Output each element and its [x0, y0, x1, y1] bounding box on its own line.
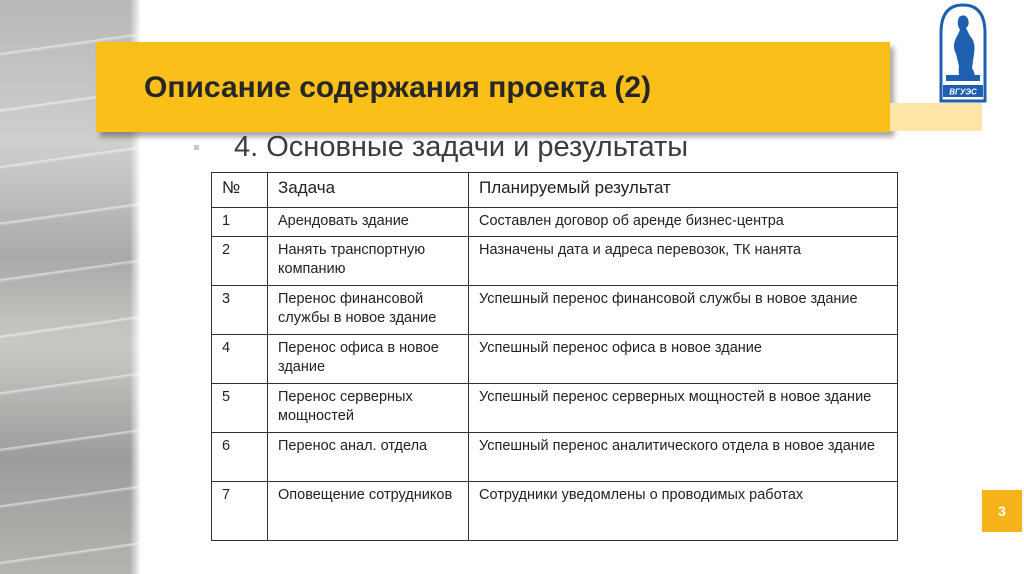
row-task: Перенос серверных мощностей: [268, 384, 469, 433]
table-row: [212, 384, 898, 433]
row-result: Составлен договор об аренде бизнес-центра: [469, 208, 898, 237]
row-number: 7: [212, 482, 268, 541]
row-task: Арендовать здание: [268, 208, 469, 237]
title-banner-tail: [890, 103, 982, 131]
table-row: [212, 482, 898, 541]
row-number: 4: [212, 335, 268, 384]
row-number: 3: [212, 286, 268, 335]
table-row: [212, 286, 898, 335]
header-task: Задача: [268, 173, 469, 208]
table-row: [212, 433, 898, 482]
table-row: [212, 208, 898, 237]
row-result: Успешный перенос серверных мощностей в новое здание: [469, 384, 898, 433]
row-result: Успешный перенос аналитического отдела в новое здание: [469, 433, 898, 482]
row-task: Оповещение сотрудников: [268, 482, 469, 541]
header-number: №: [212, 173, 268, 208]
row-result: Успешный перенос офиса в новое здание: [469, 335, 898, 384]
row-task: Перенос анал. отдела: [268, 433, 469, 482]
row-result: Назначены дата и адреса перевозок, ТК нанята: [469, 237, 898, 286]
table-row: [212, 237, 898, 286]
row-task: Перенос финансовой службы в новое здание: [268, 286, 469, 335]
bullet-marker: [194, 145, 199, 150]
row-task: Перенос офиса в новое здание: [268, 335, 469, 384]
row-task: Нанять транспортную компанию: [268, 237, 469, 286]
page-number-badge: 3: [982, 490, 1022, 532]
row-number: 6: [212, 433, 268, 482]
row-number: 2: [212, 237, 268, 286]
section-subtitle: 4. Основные задачи и результаты: [234, 131, 689, 163]
row-number: 5: [212, 384, 268, 433]
university-logo: [937, 3, 989, 103]
slide-title: Описание содержания проекта (2): [144, 71, 652, 104]
header-result: Планируемый результат: [469, 173, 898, 208]
row-result: Успешный перенос финансовой службы в новое здание: [469, 286, 898, 335]
table-header-row: [212, 173, 898, 208]
row-number: 1: [212, 208, 268, 237]
row-result: Сотрудники уведомлены о проводимых работах: [469, 482, 898, 541]
table-row: [212, 335, 898, 384]
tasks-table: [211, 172, 898, 541]
svg-text:ВГУЭС: ВГУЭС: [949, 87, 977, 97]
